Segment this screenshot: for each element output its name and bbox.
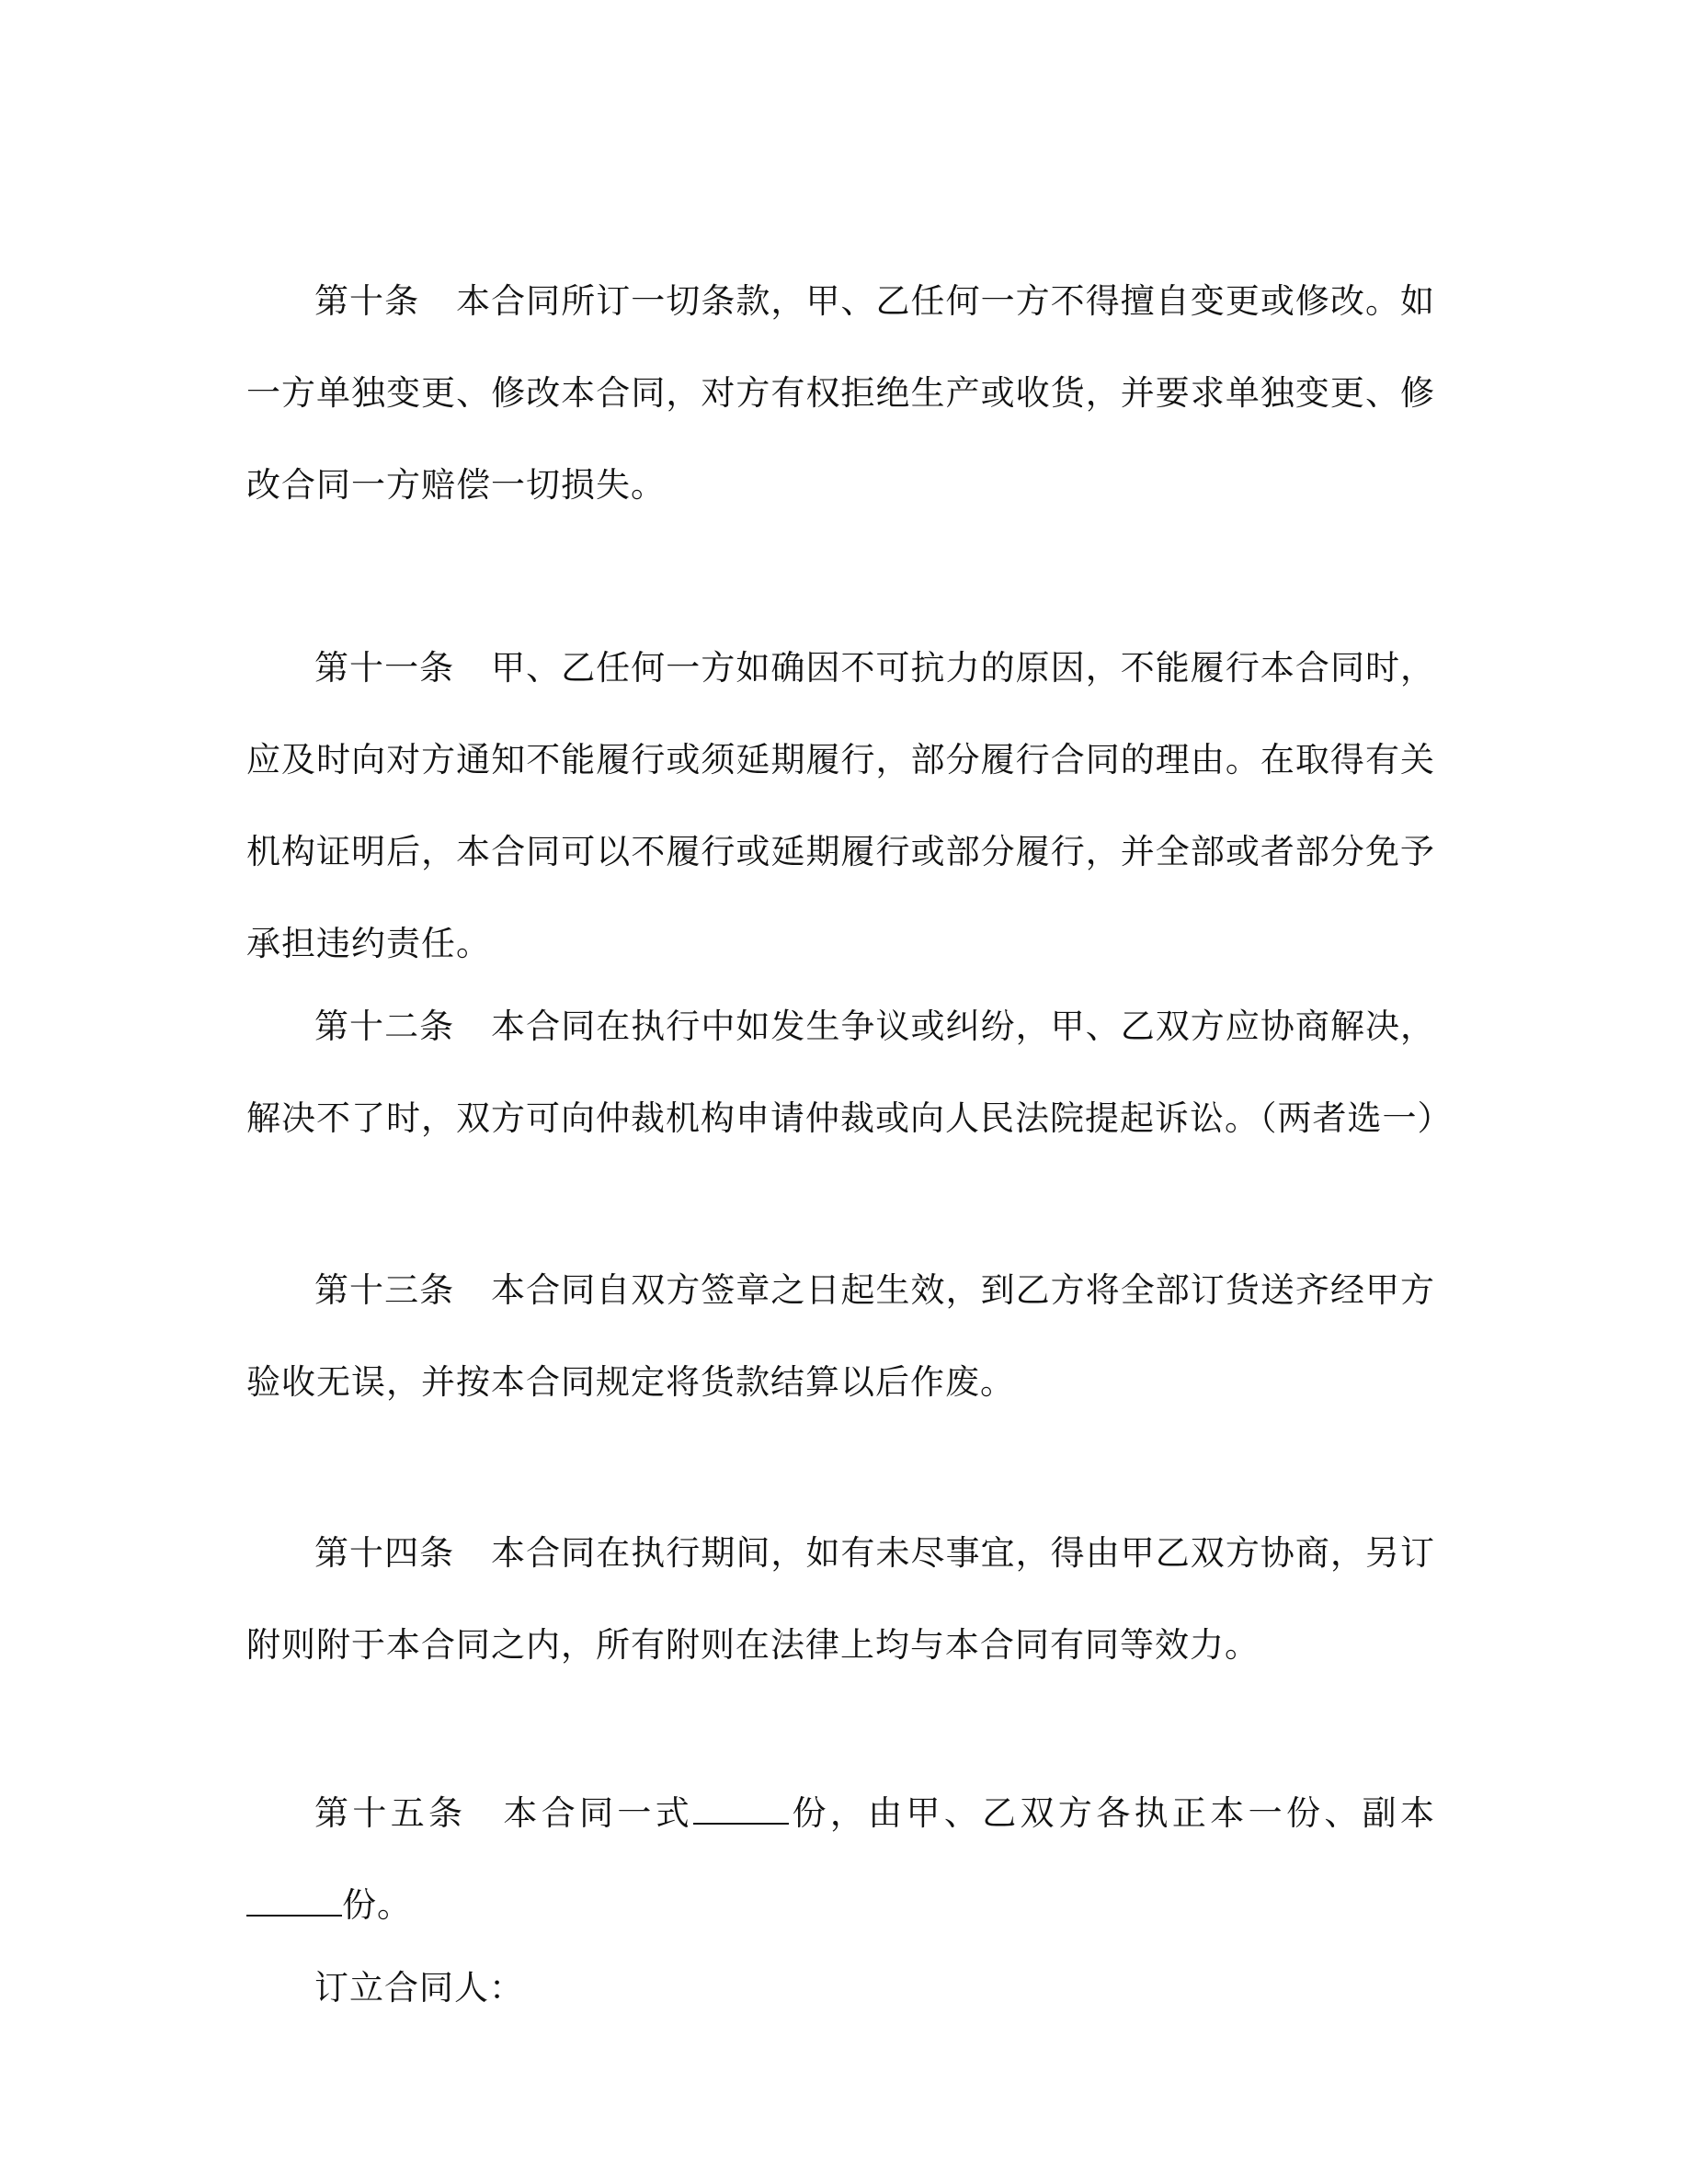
article-15-text-part3: 份。 (342, 1885, 412, 1925)
article-10-heading: 第十条 (314, 281, 420, 321)
article-14-text: 本合同在执行期间，如有未尽事宜，得由甲乙双方协商，另订附则附于本合同之内，所有附则在法律上均与本合同有同等效力。 (246, 1533, 1436, 1665)
article-13-heading: 第十三条 (314, 1270, 455, 1310)
duplicate-copies-blank-line (246, 1887, 342, 1917)
article-11-heading: 第十一条 (314, 648, 455, 688)
article-12-heading: 第十二条 (314, 1007, 455, 1046)
article-12 (246, 981, 1453, 1165)
article-15 (246, 1768, 1435, 1951)
copies-blank-line (693, 1795, 789, 1825)
article-14 (246, 1507, 1435, 1691)
article-13-text: 本合同自双方签章之日起生效，到乙方将全部订货送齐经甲方验收无误，并按本合同规定将货款结算以后作废。 (246, 1270, 1436, 1402)
article-12-text: 本合同在执行中如发生争议或纠纷，甲、乙双方应协商解决，解决不了时，双方可向仲裁机构申请仲裁或向人民法院提起诉讼。（两者选一） (246, 1007, 1453, 1138)
article-11-text: 甲、乙任何一方如确因不可抗力的原因，不能履行本合同时，应及时向对方通知不能履行或须延期履行，部分履行合同的理由。在取得有关机构证明后，本合同可以不履行或延期履行或部分履行，并全部或者部分免予承担违约责任。 (246, 648, 1436, 963)
article-15-heading: 第十五条 (314, 1793, 467, 1833)
article-10-text: 本合同所订一切条款，甲、乙任何一方不得擅自变更或修改。如一方单独变更、修改本合同，对方有权拒绝生产或收货，并要求单独变更、修改合同一方赔偿一切损失。 (246, 281, 1436, 505)
article-10 (246, 256, 1435, 531)
article-15-text-part1: 本合同一式 (503, 1793, 694, 1833)
article-15-text-part2: 份，由甲、乙双方各执正本一份、副本 (789, 1793, 1436, 1833)
article-11 (246, 622, 1435, 990)
article-13 (246, 1245, 1435, 1428)
article-14-heading: 第十四条 (314, 1533, 455, 1573)
signatory-label: 订立合同人： (314, 1968, 524, 2008)
